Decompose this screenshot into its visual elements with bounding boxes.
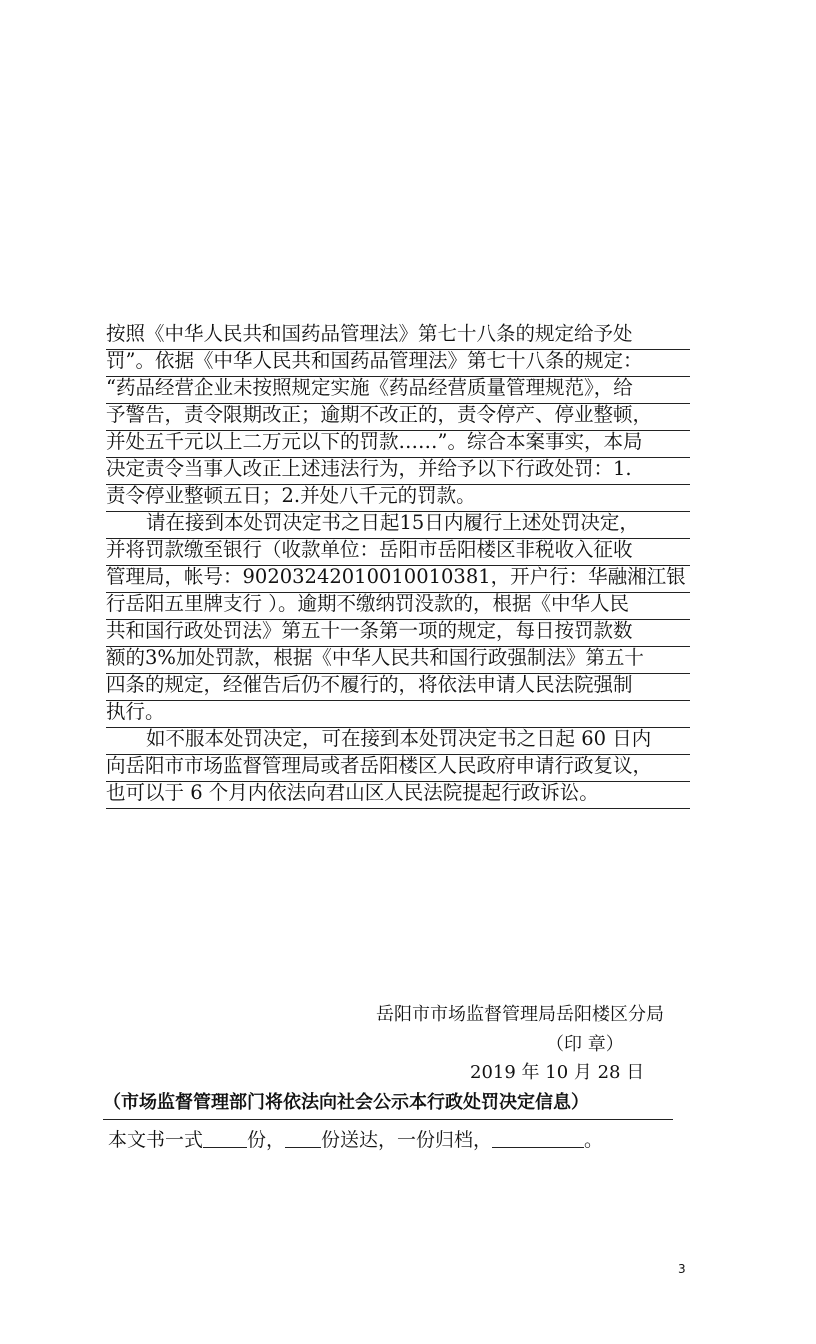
body-line: 按照《中华人民共和国药品管理法》第七十八条的规定给予处 <box>106 318 690 350</box>
body-line: 如不服本处罚决定，可在接到本处罚决定书之日起 60 日内 <box>106 723 690 755</box>
body-line: 予警告，责令限期改正；逾期不改正的，责令停产、停业整顿， <box>106 399 690 431</box>
body-line: 向岳阳市市场监督管理局或者岳阳楼区人民政府申请行政复议， <box>106 750 690 782</box>
body-line: 四条的规定，经催告后仍不履行的，将依法申请人民法院强制 <box>106 669 690 701</box>
copies-text: 。 <box>584 1129 604 1151</box>
body-line: “药品经营企业未按照规定实施《药品经营质量管理规范》，给 <box>106 372 690 404</box>
body-line: 额的3%加处罚款，根据《中华人民共和国行政强制法》第五十 <box>106 642 690 674</box>
body-line: 并处五千元以上二万元以下的罚款……”。综合本案事实，本局 <box>106 426 690 458</box>
body-line: 也可以于 6 个月内依法向君山区人民法院提起行政诉讼。 <box>106 777 690 809</box>
body-line: 决定责令当事人改正上述违法行为，并给予以下行政处罚：1. <box>106 453 690 485</box>
copies-count-blank <box>203 1127 247 1148</box>
body-line: 并将罚款缴至银行（收款单位：岳阳市岳阳楼区非税收入征收 <box>106 534 690 566</box>
publicity-notice: （市场监督管理部门将依法向社会公示本行政处罚决定信息） <box>103 1088 673 1120</box>
delivered-count-blank <box>285 1127 321 1148</box>
copies-text: 本文书一式 <box>108 1129 204 1151</box>
issue-date: 2019 年 10 月 28 日 <box>470 1062 645 1083</box>
copies-text: 份， <box>247 1129 286 1151</box>
copies-text: 份送达，一份归档， <box>321 1129 493 1151</box>
copies-line <box>108 1124 603 1156</box>
body-line: 行岳阳五里牌支行 ）。逾期不缴纳罚没款的，根据《中华人民 <box>106 588 690 620</box>
body-line: 罚”。依据《中华人民共和国药品管理法》第七十八条的规定： <box>106 345 690 377</box>
issuer-name: 岳阳市市场监督管理局岳阳楼区分局 <box>376 1004 664 1025</box>
body-line: 责令停业整顿五日；2.并处八千元的罚款。 <box>106 480 690 512</box>
body-line: 共和国行政处罚法》第五十一条第一项的规定，每日按罚款数 <box>106 615 690 647</box>
body-line: 请在接到本处罚决定书之日起15日内履行上述处罚决定， <box>106 507 690 539</box>
body-line: 管理局，帐号：90203242010010010381，开户行：华融湘江银 <box>106 561 690 593</box>
body-line: 执行。 <box>106 696 690 728</box>
other-blank <box>492 1127 584 1148</box>
seal-placeholder: （印 章） <box>546 1034 624 1055</box>
page-number: 3 <box>678 1262 686 1276</box>
